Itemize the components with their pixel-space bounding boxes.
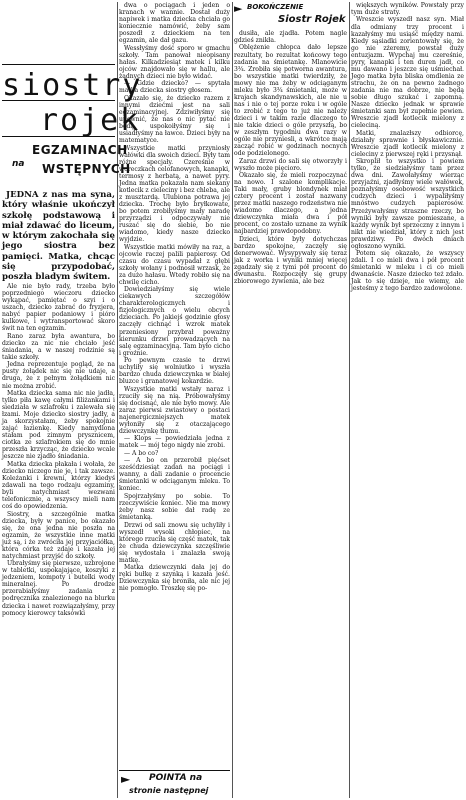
ending-header [234,2,347,30]
title-word-siostry: siostry [2,68,143,103]
paragraph: — Klops — powiedziała jedna z matek — mój tego nigdy nie zrobi. [119,435,230,450]
title-subtitle-line-1: EGZAMINACH [32,143,128,157]
continuation-target: stronie następnej [129,786,209,795]
column-3-text [234,30,347,285]
paragraph: Okazało się, że mieli rozpoczynać na nowo. I szalone komplikacje. Taki mały, gruby blondynek miał cztery procent i został nazwany przez matki naszego rodzeństwa nie wiadomo dlaczego, a jedna dziewczynka miała dwa i pół procent, co zostało uznane za wynik najbardziej prawdopodobny. [234,172,347,236]
continuation-arrow-icon: ► [121,772,131,786]
ending-arrow-icon: ► [234,2,243,15]
article-title-block [2,2,143,190]
paragraph: Matka dziecka sama nic nie jadła, tylko piła kawę całymi filiżankami i siedziała w szlafroku i zalewała się łzami. Moje dziecko siostry jadły, a ja skorzystałam, żeby spokojnie zająć łazienkę. Kiedy namydlona stałam pod zimnym prysznicem, ciotka ze szlafrokiem się do mnie przeszła krzycząc, że dziecko wcale jeszcze nie zjadło śniadania. [2,389,115,461]
paragraph: Wszystkie matki mówiły na raz, a ojcowie raczej palili papierosy. Od czasu do czasu wypadał z głębi szkoły wołany i podnosił wrzask, że za dużo hałasu. Wtedy robiło się na chwilę cicho. [119,243,230,286]
paragraph: — Gdzie dziecko? — spytała matka dziecka siostry głosem. [119,80,230,95]
paragraph: Skroplił to wszystko i powiem tylko, że siedziałyśmy tam przez dwa dni. Zawołałyśmy wierząc przyjaźni, zjadłyśmy wiele wałówek, poznałyśmy osobowość wszystkich cudzych dzieci i wypaliłyśmy mnóstwo cudzych papierosów. Przeżywałyśmy straszne rzeczy, bo wyniki były zawsze pomieszane, a każdy wynik był sprzeczny z innym i nikt nie wiedział, który z nich jest prawdziwy. Po dwóch dniach ogłoszono wyniki. [351,158,464,250]
article-column-3 [234,2,347,798]
column-separator [349,2,350,798]
column-4-text [351,2,464,292]
paragraph: Potem się okazało, że wszyscy zdali. I co mieli dwa i pół procent śmietanki w mleku i ci co mieli dwanaście. Nasze dziecko też zdało. Jak to się dzieje, nie wiemy, ale jesteśmy z tego bardzo zadowolone. [351,250,464,293]
paragraph: Matka dziecka płakała i wołała, że dziecko niczego nie je, i tak zawsze. Koleżanki i krewni, którzy kiedyś zdawali na tego rodzaju egzaminy, byli natychmiast wezwani telefonicznie, a wszyscy mieli nam coś do opowiedzenia. [2,460,115,511]
title-na: na [12,159,25,169]
paragraph: Wszystkie matki wstały naraz i rzuciły się na nią. Próbowałyśmy się docisnąć, ale nie było mowy. Ale zaraz pierwsi zwiastowy o postaci najenergiczniejszych matek wyłoniły się z otaczającego dziewczynkę tłumu. [119,385,230,435]
title-rule [2,100,115,101]
title-rule [2,136,115,137]
article-column-2 [119,2,230,768]
paragraph: Drzwi od sali znowu się uchyliły i wyszedł wysoki chłopiec, na którego rzuciła się część matek, tak że chuda dziewczynka szczęśliwie się wydostała i znalazła swoją matkę. [119,521,230,564]
paragraph: Ale nie było rady, trzeba było poprzedniego wieczoru dziecko wykąpać, pamiętać o szyi i o uszach, dziecko zabrać do fryzjera, nabyć papier podaniowy i pióro kulkowe, i wytransportować skoro świt na ten egzamin. [2,283,115,333]
article-column-4 [351,2,464,798]
continuation-box [119,770,230,798]
paragraph: Matka dziewczynki dała jej do ręki bułkę z szynką i kazała jeść. Dziewczynka się broniła, ale nic jej nie pomogło. Troszkę się po- [119,564,230,593]
column-1-text [2,190,115,617]
paragraph: Ubrałyśmy się pierwsze, uzbrojone w tabletki, uspokajające, koszyki z jedzeniem, kompoty i butelki wody mineralnej. Po drodze przerabiałyśmy zadania z podręcznika znalezionego na blurku dziecka i nawet rozwiązałyśmy, przy pomocy kierowcy taksówki [2,560,116,617]
ending-label: BOKOŃCZENIE [247,3,304,11]
paragraph: dusiła, ale zjadła. Potem nagle gdzieś znikła. [234,30,347,45]
column-2-text [119,2,230,592]
paragraph: Okazało się, że dziecko razem z innymi dziećmi jest na sali egzaminacyjnej. Zdziwiłyśmy się upewnić, że nas o nic pytać nie będą, uspokoiłyśmy się i usiadłyśmy na ławce. Dzieci były na matematyce. [119,94,230,145]
paragraph: Wreszcie wyszedł nasz syn. Miał dla odmiany trzy procent i kazałyśmy mu usiąść między nami. Kiedy sąsiadki zorientowały się, że go nie zżeremy, powstał duży entuzjazm. Wypchaj mu czereśnie, pyry, kanapki i ten duren jadł, co mu dawano i jeszcze się uśmiechał. Jego matka była bliska omdlenia ze strachu, że on na pewno żadnego zadania nie ma dobrze, nie będą sobie długo szukać i zapomną. Nasze dziecko jednak w sprawie śmietanki sam był zupełnie pewien. Wreszcie zjadł kotlecik mielony z cieleciną. [351,16,464,130]
continuation-label: POINTA na [149,773,203,783]
paragraph: JEDNA z nas ma syna, który właśnie ukończył szkołę podstawową i miał zdawać do liceum, w którym zakochała się jego siostra bez pamięci. Matka, chcąc się przypodobać, poszła bladym świtem. [2,190,115,283]
paragraph: Wessłyśmy dość sporo w gmachu szkoły. Tam panował nieopisany hałas. Kilkadziesiąt matek i kilku ojców znajdowało się w hallu, ale żadnych dzieci nie było widać. [119,44,230,80]
paragraph: Wszystkie matki przyniosły wałówki dla swoich dzieci. Były tam różne specjały. Czereśnie w woreczkach celofanowych, kanapki, termosy z herbatą, a nawet pyry. Jedna matka pokazała nam siekany kotlecik z cieleciny i bez chleba, ale z musztardą. Ulubiona potrawa jej dziecka. Trochę było bryłkowate, bo potem zrobiłyśmy mały naradę przyrządzi i odpoczywały nie ruszać się do siebie, bo nie wiadomo, kiedy nasze dziecko wyjdzie. [119,144,230,244]
paragraph: Oblężenie chłopca dało lepsze rezultaty, bo rezultat końcowy tego zadania na śmietankę. Mlanowicie 3¾. Zrobiła się potworna awantura, bo wszystkie matki twierdziły, że mowy nie ma żeby w odciąganym mleku było 3¾ śmietanki, może w krajach skandynawskich, ale nie u nas i nie o tej porze roku i w ogóle to zrobić z tego to już nie należy dzieci i w takim razie dlaczego to nie takie dzieci o góle przyszłą, bo w zeszłym tygodniu dwa razy w ogóle nie przyniesli, a wkrótce mają zacząć robić w godzinach nocnych ode podzielonego. [234,44,347,158]
ending-name: Siostr Rojek [278,14,346,25]
paragraph: Spojrzałyśmy po sobie. To rzeczywiście koniec. Nie ma mowy żeby nasz sobie dał radę ze śmietanką. [119,492,230,522]
title-word-rojek: rojek [40,103,141,138]
paragraph: Zaraz drzwi do sali się otworzyły i wyszło może pięcioro. [234,157,347,172]
paragraph: — A bo on przerobił pięćset sześćdziesiąt zadań na pociągi i wanny, a dali zadanie o procencie śmietanki w odciąganym mleku. To koniec. [119,457,230,493]
paragraph: większych wyników. Powstały przy tym duże straty. [351,2,464,17]
title-subtitle-line-2: WSTĘPNYCH [42,162,131,176]
paragraph: Dowiedziałyśmy się wiele ciekawych szczegółów charakterologicznych i fizjologicznych o wielu obcych dzieciach. Po jakiejś godzinie głosy zaczęły cichnąć i wzrok matek przeniesiony przybrał poważny kierunku drzwi prowadzących na salę egzaminacyjną. Tam było cicho i groźnie. [119,286,230,357]
column-separator [232,2,233,798]
paragraph: Jedna reprezentuje pogląd, że na pusty żołądek nic się nie udaje, a druga, że z pełnym żołądkiem nic nie można zrobić. [2,361,115,390]
paragraph: Siostry, a szczególnie matka dziecka, były w panice, bo okazało się, że ona jedna nie poszła na egzamin, że wszystkie inne matki już są, i że zwróciła jej przyjaciółka, która córka też zdaje i kazała jej natychmiast przyjść do szkoły. [2,510,115,560]
paragraph: — A bo co? [124,449,159,457]
paragraph: Rano zaraz była awantura, bo dziecko za nic nie chciało jeść śniadania, a w naszej rodzinie są takie szkoły. [2,332,115,361]
paragraph: dwa o pociągach i jeden o kranach w wannie. Dostał duży napiwek i matka dziecka chciała go koniecznie namówić, żeby sam poszedł z dzieckiem na ten egzamin, ale dał gazu. [119,2,230,45]
paragraph: Matki, znalazłszy odbiorcę, działały sprawnie i błyskawicznie. Wreszcie zjadł kotlecik mielony z cieleciny z pierwszej ręki i przysnął. [351,129,464,158]
paragraph: Dzieci, które były dotychczas bardzo spokojne, zaczęły się denerwować. Wysypywały się teraz jak z worka i wyniki mniej więcej zgadzały się z tymi pół procent do dwunastu. Rozpoczęły się grupy zbiorowego żywienia, ale bez [234,235,347,286]
paragraph: Po pewnym czasie te drzwi uchyliły się wolniutko i wyszła bardzo chuda dziewczynka w białej bluzce i granatowej kokardzie. [119,357,230,386]
title-rule [2,64,115,65]
